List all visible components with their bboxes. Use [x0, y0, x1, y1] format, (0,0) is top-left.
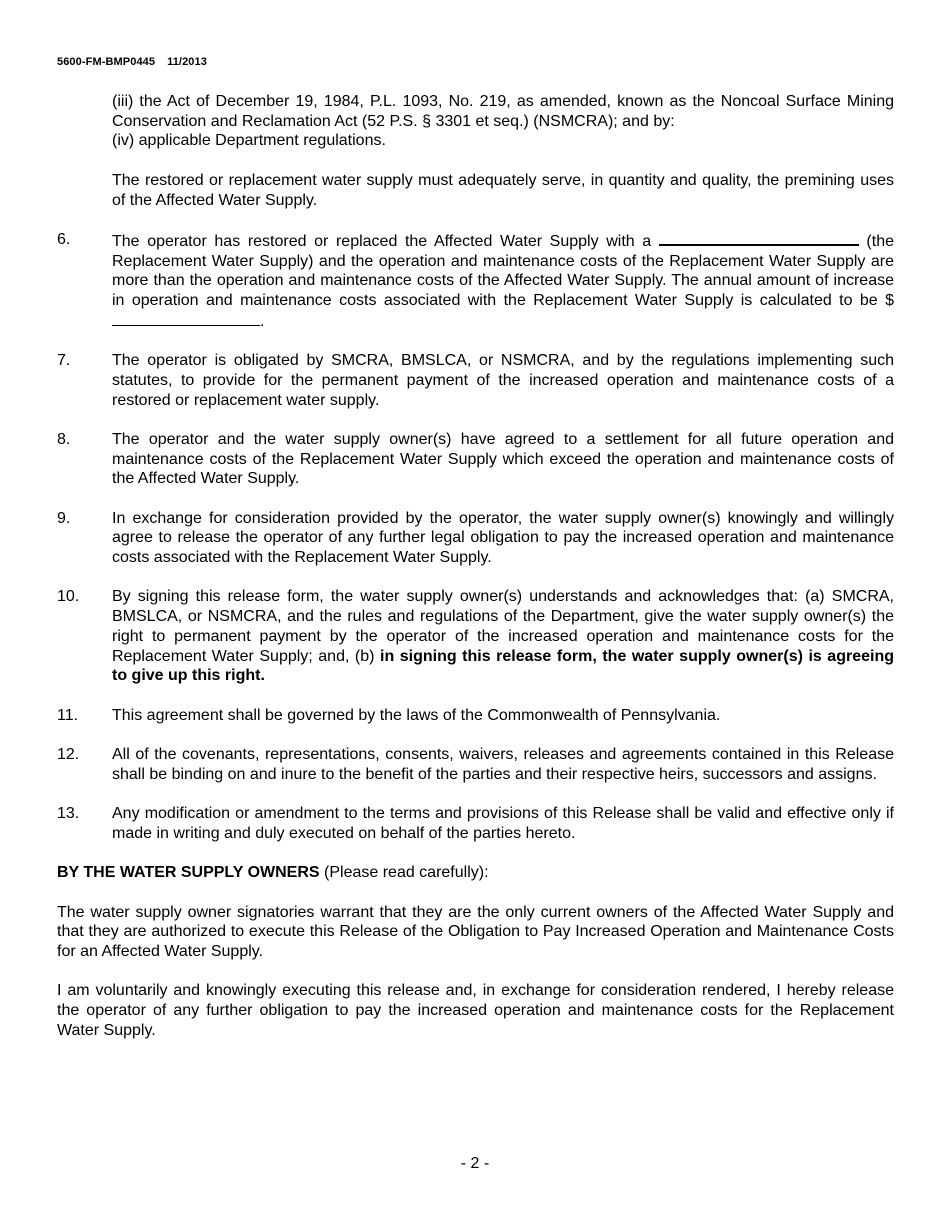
- clause-text: The operator and the water supply owner(s) have agreed to a settlement for all future operation and maintenance costs of the Replacement Water Supply which exceed the operation and maintenance costs of the Affected Water Supply.: [112, 430, 894, 488]
- document-body: [57, 92, 894, 1041]
- owners-heading-bold: BY THE WATER SUPPLY OWNERS: [57, 864, 320, 882]
- form-number: 5600-FM-BMP0445: [57, 56, 156, 68]
- page-number: - 2 -: [460, 1155, 490, 1172]
- owners-heading-note: (Please read carefully):: [324, 864, 489, 882]
- clause-7: [57, 351, 894, 410]
- restored-statement: The restored or replacement water supply must adequately serve, in quantity and quality, the premining uses of the Affected Water Supply.: [112, 171, 894, 209]
- clause-number: 9.: [57, 509, 71, 527]
- owners-heading: [57, 863, 894, 883]
- clause-number: 11.: [57, 706, 79, 724]
- clause-number: 10.: [57, 588, 80, 606]
- clause-number: 13.: [57, 805, 80, 823]
- revision-date: 11/2013: [167, 56, 207, 68]
- clause-11: [57, 706, 894, 726]
- annual-cost-increase-field[interactable]: [112, 311, 260, 326]
- clause-13: [57, 804, 894, 843]
- clause-text: In exchange for consideration provided by the operator, the water supply owner(s) knowingly and willingly agree to release the operator of any further legal obligation to pay the increased operation and maintenance costs associated with the Replacement Water Supply.: [112, 509, 894, 567]
- clause-6-text-middle: (the Replacement Water Supply) and the operation and maintenance costs of the Replacement Water Supply are more than the operation and maintenance costs of the Affected Water Supply. The annual amount of increase in operation and maintenance costs associated with the Replacement Water Supply is calculated to be $: [112, 232, 894, 309]
- clause-text: The operator is obligated by SMCRA, BMSLCA, or NSMCRA, and by the regulations implementing such statutes, to provide for the permanent payment of the increased operation and maintenance costs of a restored or replacement water supply.: [112, 352, 894, 409]
- clause-9: [57, 509, 894, 568]
- clause-number: 7.: [57, 352, 71, 370]
- clause-10-bold-text: in signing this release form, the water supply owner(s) is agreeing to give up this right.: [112, 647, 894, 685]
- clause-8: [57, 430, 894, 489]
- clause-text: This agreement shall be governed by the laws of the Commonwealth of Pennsylvania.: [112, 706, 721, 724]
- owners-warranty: The water supply owner signatories warrant that they are the only current owners of the Affected Water Supply and that they are authorized to execute this Release of the Obligation to Pay Increased Operation and Maintenance Costs for an Affected Water Supply.: [57, 903, 894, 961]
- intro-item-iv: (iv) applicable Department regulations.: [112, 132, 386, 150]
- clause-number: 6.: [57, 230, 71, 248]
- intro-block: [112, 92, 894, 210]
- owners-voluntary-release: I am voluntarily and knowingly executing this release and, in exchange for consideration rendered, I hereby release the operator of any further obligation to pay the increased operation and maintenance costs for the Replacement Water Supply.: [57, 982, 894, 1039]
- clause-number: 8.: [57, 430, 71, 448]
- form-identifier: [57, 56, 207, 68]
- clause-6-text-end: .: [260, 312, 265, 330]
- clause-10-text: By signing this release form, the water supply owner(s) understands and acknowledges that: (a) SMCRA, BMSLCA, or NSMCRA, and the rules and regulations of the Department, give the water supply owner(s) the right to permanent payment by the operator of the increased operation and maintenance costs for the Replacement Water Supply; and, (b): [112, 588, 894, 665]
- clause-text: All of the covenants, representations, consents, waivers, releases and agreements contained in this Release shall be binding on and inure to the benefit of the parties and their respective heirs, successors and assigns.: [112, 746, 894, 783]
- clause-number: 12.: [57, 746, 80, 764]
- clause-text: [112, 587, 894, 686]
- replacement-supply-type-field[interactable]: [659, 230, 859, 246]
- clause-6: [57, 230, 894, 332]
- intro-item-iii: (iii) the Act of December 19, 1984, P.L. 1093, No. 219, as amended, known as the Noncoal Surface Mining Conservation and Reclamation Act (52 P.S. § 3301 et seq.) (NSMCRA); and by:: [112, 93, 894, 130]
- clause-text: [112, 230, 894, 332]
- clause-10: [57, 587, 894, 686]
- clause-12: [57, 745, 894, 784]
- clause-text: Any modification or amendment to the terms and provisions of this Release shall be valid and effective only if made in writing and duly executed on behalf of the parties hereto.: [112, 805, 894, 842]
- clause-6-text-start: The operator has restored or replaced the Affected Water Supply with a: [112, 232, 652, 250]
